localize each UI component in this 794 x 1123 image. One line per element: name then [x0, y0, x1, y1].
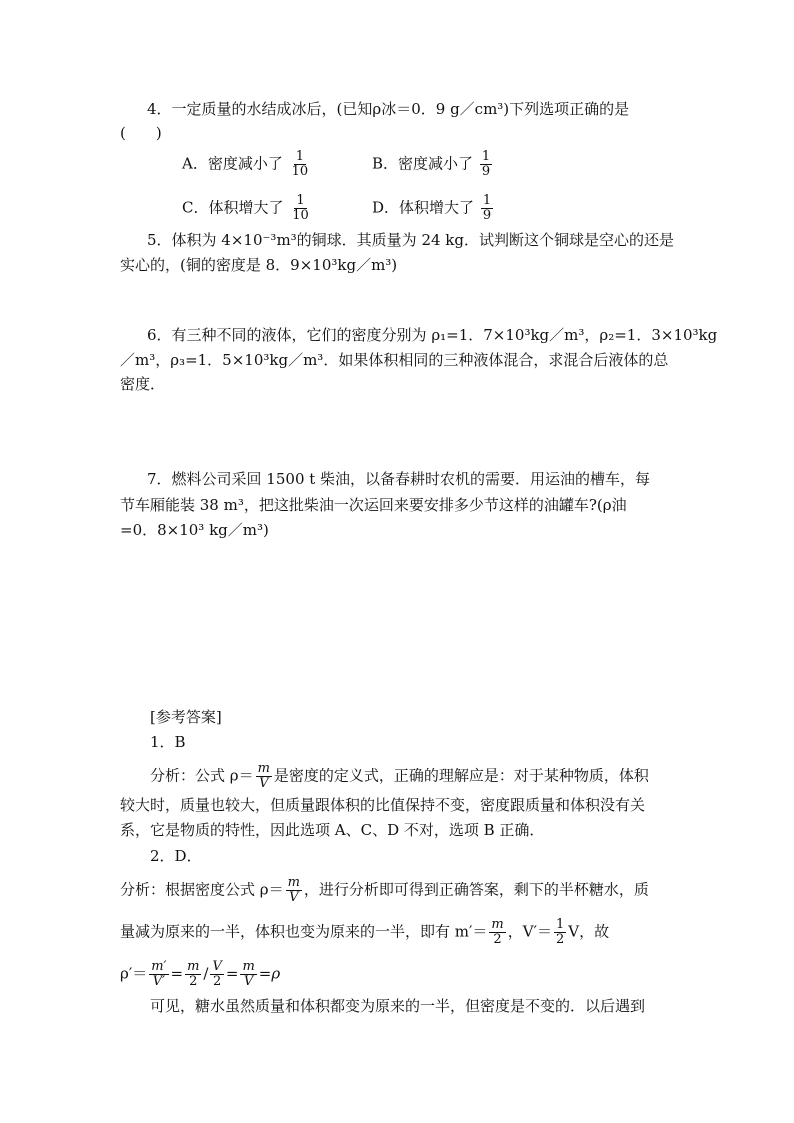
q4-option-b: B．密度减小了 $\frac{1}{9}$ [372, 149, 491, 179]
fraction-m-over-v: $\frac{m}{V}$ [287, 875, 300, 905]
fraction-one-ninth: $\frac{1}{9}$ [482, 193, 492, 223]
q4-option-c: C．体积增大了 $\frac{1}{10}$ [182, 193, 309, 223]
fraction-mprime-over-vprime: $\frac{m'}{V'}$ [151, 959, 167, 989]
answer-1-line3: 系，它是物质的特性，因此选项 A、C、D 不对，选项 B 正确． [120, 821, 545, 839]
q4-answer-paren: ( ) [120, 124, 162, 142]
answer-1-line1: 分析：公式 ρ＝ $\frac{m}{V}$ 是密度的定义式，正确的理解应是：对于某种物质，体积 [150, 761, 649, 791]
q6-line2: ／m³，ρ₃=1．5×10³kg／m³．如果体积相同的三种液体混合，求混合后液体的总 [120, 351, 669, 369]
q5-line2: 实心的，(铜的密度是 8．9×10³kg／m³) [120, 256, 398, 274]
answer-2-label: 2．D． [150, 847, 202, 865]
fraction-one-tenth: $\frac{1}{10}$ [291, 149, 309, 179]
fraction-m-over-v: $\frac{m}{V}$ [257, 761, 270, 791]
fraction-m-over-2: $\frac{m}{2}$ [491, 917, 504, 947]
answer-1-label: 1．B [150, 733, 186, 751]
fraction-one-half: $\frac{1}{2}$ [555, 917, 565, 947]
q5-line1: 5．体积为 4×10⁻³m³的铜球．其质量为 24 kg．试判断这个铜球是空心的还是 [147, 231, 674, 249]
q6-line1: 6．有三种不同的液体，它们的密度分别为 ρ₁=1．7×10³kg／m³，ρ₂=1．3×10³kg [147, 326, 718, 344]
q7-line2: 节车厢能装 38 m³，把这批柴油一次运回来要安排多少节这样的油罐车?(ρ油 [120, 496, 627, 514]
answer-2-line4: 可见，糖水虽然质量和体积都变为原来的一半，但密度是不变的．以后遇到 [150, 997, 646, 1015]
fraction-one-ninth: $\frac{1}{9}$ [481, 149, 491, 179]
q7-line3: =0．8×10³ kg／m³) [120, 521, 269, 539]
answers-header: [参考答案] [150, 708, 222, 726]
q4-option-d: D．体积增大了 $\frac{1}{9}$ [372, 193, 492, 223]
answer-2-equation: ρ′＝ $\frac{m'}{V'}$ = $\frac{m}{2}$ / $\frac{V}{2}$ = $\frac{m}{V}$ =ρ [120, 959, 281, 989]
answer-2-line1: 分析：根据密度公式 ρ＝ $\frac{m}{V}$ ，进行分析即可得到正确答案，剩下的半杯糖水，质 [120, 875, 649, 905]
rho-symbol: ρ [271, 964, 281, 983]
fraction-v-over-2: $\frac{V}{2}$ [212, 959, 222, 989]
fraction-one-tenth: $\frac{1}{10}$ [292, 193, 309, 223]
q7-line1: 7．燃料公司采回 1500 t 柴油，以备春耕时农机的需要．用运油的槽车，每 [147, 470, 651, 488]
q4-line1: 4．一定质量的水结成冰后，(已知ρ冰＝0．9 g／cm³)下列选项正确的是 [147, 100, 630, 118]
answer-2-line2: 量减为原来的一半，体积也变为原来的一半，即有 m′＝ $\frac{m}{2}$ ，V′＝ $\frac{1}{2}$ V，故 [120, 917, 610, 947]
q4-option-a: A．密度减小了 $\frac{1}{10}$ [182, 149, 309, 179]
fraction-m-over-v: $\frac{m}{V}$ [242, 959, 255, 989]
q6-line3: 密度． [120, 375, 166, 393]
fraction-m-over-2: $\frac{m}{2}$ [187, 959, 200, 989]
answer-1-line2: 较大时，质量也较大，但质量跟体积的比值保持不变，密度跟质量和体积没有关 [120, 796, 646, 814]
